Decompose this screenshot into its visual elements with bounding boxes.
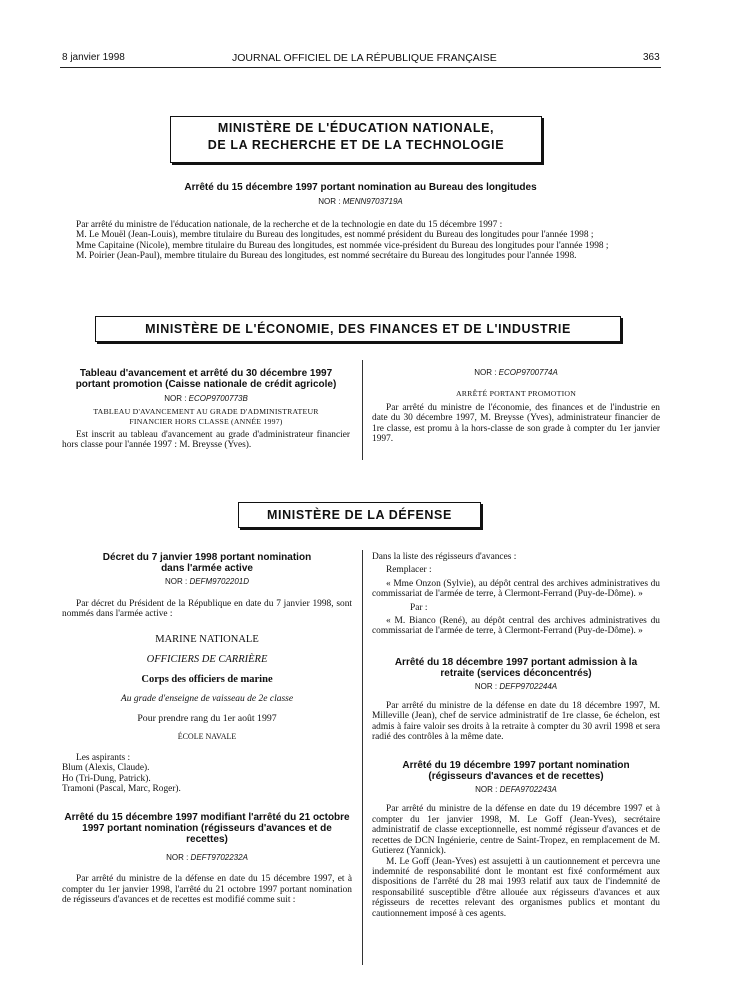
- ministry-box-education: [170, 116, 542, 163]
- header-rule: [60, 67, 661, 68]
- nor-code: DEFT9702232A: [190, 853, 248, 863]
- article-title: Arrêté du 18 décembre 1997 portant admission à la retraite (services déconcentrés): [394, 656, 638, 679]
- heading-marine: MARINE NATIONALE: [155, 633, 259, 645]
- nor-code: DEFM9702201D: [189, 577, 250, 586]
- ministry-box-defense: MINISTÈRE DE LA DÉFENSE: [238, 502, 481, 528]
- nor-label: NOR :: [318, 197, 341, 206]
- eco-left-column: [62, 368, 350, 451]
- article-title: Décret du 7 janvier 1998 portant nomination dans l'armée active: [102, 552, 312, 574]
- nor-label: NOR :: [475, 785, 498, 795]
- paragraph: Est inscrit au tableau d'avancement au grade d'administrateur financier hors classe pour l'année 1997 : M. Breysse (Yves).: [62, 430, 350, 451]
- nor-label: NOR :: [164, 394, 187, 403]
- page-number: 363: [643, 52, 660, 63]
- paragraph: M. Poirier (Jean-Paul), membre titulaire du Bureau des longitudes, est nommé secrétaire du Bureau des longitudes pour l'année 1998.: [76, 251, 577, 262]
- nor-code: ECOP9700774A: [498, 368, 558, 377]
- def-left-column: [62, 552, 352, 906]
- nor-label: NOR :: [474, 368, 497, 377]
- article-body: [62, 220, 661, 262]
- school-heading: ÉCOLE NAVALE: [177, 731, 237, 741]
- nor-line: [62, 394, 350, 403]
- paragraph: M. Le Goff (Jean-Yves) est assujetti à un cautionnement et percevra une indemnité de responsabilité dont le montant est fixé conformément aux dispositions de l'arrêté du 28 mai 1993 relatif aux taux de l'indemnité de responsabilité susceptible d'être allouée aux régisseurs d'avances et aux régisseurs de recettes relevant des organismes publics et montant du cautionnement imposé à ces agents.: [372, 856, 660, 919]
- paragraph: Par arrêté du ministre de l'éducation nationale, de la recherche et de la technologie en date du 15 décembre 1997 :: [76, 220, 503, 230]
- paragraph: « Mme Onzon (Sylvie), au dépôt central des archives administratives du commissariat de l'armée de terre, à Clermont-Ferrand (Puy-de-Dôme). »: [372, 578, 660, 600]
- name-item: Tramoni (Pascal, Marc, Roger).: [62, 784, 181, 795]
- nor-line: [62, 577, 352, 586]
- paragraph: Par arrêté du ministre de la défense en date du 18 décembre 1997, M. Milleville (Jean), chef de service administratif de 1re classe, 6e échelon, est admis à faire valoir ses droits à la retraite à compter du 30 avril 1998 et sera radié des contrôles à la même date.: [372, 700, 660, 743]
- ministry-line-1: MINISTÈRE DE L'ÉDUCATION NATIONALE,: [217, 121, 495, 135]
- nor-line: [372, 682, 660, 691]
- article-title: Arrêté du 19 décembre 1997 portant nomination (régisseurs d'avances et de recettes): [402, 760, 630, 783]
- paragraph: M. Le Mouël (Jean-Louis), membre titulaire du Bureau des longitudes, est nommé président du Bureau des longitudes pour l'année 1998 ;: [76, 230, 594, 241]
- ministry-line-2: DE LA RECHERCHE ET DE LA TECHNOLOGIE: [207, 138, 505, 152]
- paragraph: Par décret du Président de la République en date du 7 janvier 1998, sont nommés dans l'armée active :: [62, 599, 352, 620]
- nor-line: [62, 853, 352, 862]
- heading-corps: Corps des officiers de marine: [141, 673, 273, 685]
- nor-code: ECOP9700773B: [188, 394, 248, 403]
- nor-code: DEFP9702244A: [499, 681, 558, 691]
- article-title: Arrêté du 15 décembre 1997 portant nomination au Bureau des longitudes: [184, 182, 537, 193]
- subheading: TABLEAU D'AVANCEMENT AU GRADE D'ADMINISTRATEUR FINANCIER HORS CLASSE (ANNÉE 1997): [93, 407, 319, 426]
- paragraph: Par :: [410, 602, 428, 613]
- name-item: Ho (Tri-Dung, Patrick).: [62, 773, 151, 784]
- rank-line: Pour prendre rang du 1er août 1997: [137, 712, 277, 724]
- nor-line: [60, 197, 661, 206]
- column-divider: [362, 360, 363, 460]
- article-title: Tableau d'avancement et arrêté du 30 décembre 1997 portant promotion (Caisse nationale de crédit agricole): [75, 368, 337, 390]
- subheading: ARRÊTÉ PORTANT PROMOTION: [455, 389, 577, 398]
- paragraph: Remplacer :: [386, 565, 432, 576]
- nor-line: [372, 785, 660, 794]
- ministry-box-economy: MINISTÈRE DE L'ÉCONOMIE, DES FINANCES ET DE L'INDUSTRIE: [95, 316, 621, 342]
- name-item: Blum (Alexis, Claude).: [62, 763, 150, 774]
- nor-label: NOR :: [164, 577, 188, 586]
- paragraph: Mme Capitaine (Nicole), membre titulaire du Bureau des longitudes, est nommée vice-président du Bureau des longitudes pour l'année 1998 ;: [76, 240, 609, 251]
- def-right-column: [372, 552, 660, 919]
- heading-officers: OFFICIERS DE CARRIÈRE: [146, 653, 268, 665]
- nor-code: MENN9703719A: [342, 197, 403, 206]
- heading-grade: Au grade d'enseigne de vaisseau de 2e classe: [120, 693, 294, 704]
- paragraph: Dans la liste des régisseurs d'avances :: [372, 552, 517, 562]
- nor-label: NOR :: [166, 853, 189, 863]
- paragraph: Par arrêté du ministre de la défense en date du 15 décembre 1997, et à compter du 1er janvier 1998, l'arrêté du 21 octobre 1997 portant nomination de régisseurs d'avances et de recettes est modifié comme suit :: [62, 874, 352, 906]
- eco-right-column: [372, 368, 660, 445]
- nor-code: DEFA9702243A: [499, 785, 557, 795]
- paragraph: « M. Bianco (René), au dépôt central des archives administratives du commissariat de l'armée de terre, à Clermont-Ferrand (Puy-de-Dôme). »: [372, 616, 660, 637]
- paragraph: Par arrêté du ministre de la défense en date du 19 décembre 1997 et à compter du 1er janvier 1998, M. Le Goff (Jean-Yves), secrétaire administratif de classe exceptionnelle, est nommé régisseur d'avances et de recettes de DCN Ingénierie, centre de Saint-Tropez, en remplacement de M. Gutierez (Yannick).: [372, 804, 660, 857]
- journal-title: JOURNAL OFFICIEL DE LA RÉPUBLIQUE FRANÇAISE: [232, 52, 497, 64]
- nor-label: NOR :: [474, 681, 498, 691]
- article-title: Arrêté du 15 décembre 1997 modifiant l'arrêté du 21 octobre 1997 portant nomination (régisseurs d'avances et de recettes): [64, 812, 350, 846]
- column-divider: [362, 550, 363, 965]
- nor-line: [372, 368, 660, 377]
- paragraph: Par arrêté du ministre de l'économie, des finances et de l'industrie en date du 30 décembre 1997, M. Breysse (Yves), administrateur financier de 1re classe, est promu à la hors-classe de son grade à compter du 1er janvier 1997.: [372, 403, 660, 445]
- aspirants-label: Les aspirants :: [76, 752, 131, 763]
- header-date: 8 janvier 1998: [62, 52, 125, 63]
